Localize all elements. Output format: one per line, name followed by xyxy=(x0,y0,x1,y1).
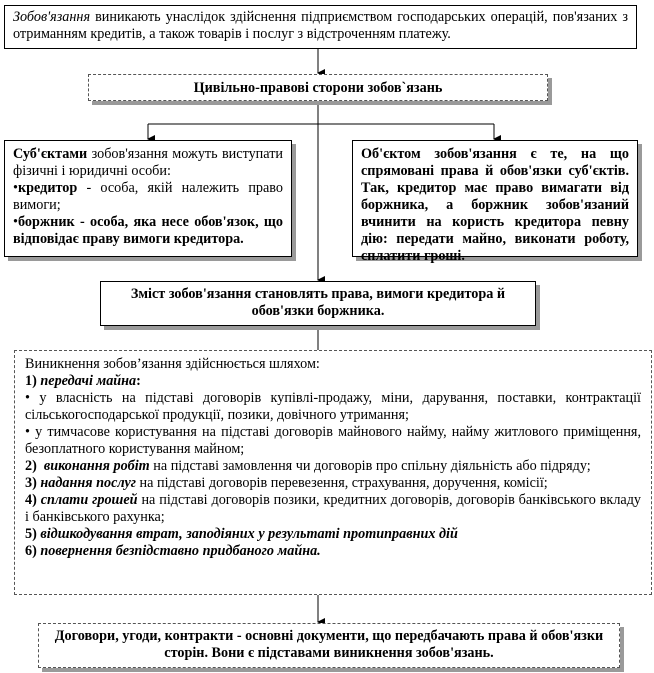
arising-item-1 xyxy=(25,373,641,390)
item-4-term: сплати грошей xyxy=(40,492,138,508)
creditor-text: - особа, якій належить право вимоги; xyxy=(13,180,283,213)
subjects-term: Суб'єктами xyxy=(13,146,88,162)
item-3-term: надання послуг xyxy=(40,475,136,491)
definition-text: виникають унаслідок здійснення підприємством господарських операцій, пов'язаних з отриманням кредитів, а також товарів і послуг з відстроченням платежу. xyxy=(13,9,628,42)
civil-legal-sides-box xyxy=(88,74,548,101)
objects-text: Об'єктом зобов'язання є те, на що спрямовані права й обов'язки суб'єктів. Так, кредитор має право вимагати від боржника, а боржник зобов'язаний вчинити на користь кредитора певну дію: передати майно, виконати роботу, сплатити гроші. xyxy=(361,146,629,264)
item-2-term: виконання робіт xyxy=(43,458,150,474)
objects-box xyxy=(352,140,638,264)
item-2-text: на підставі замовлення чи договорів про спільну діяльність або підряду; xyxy=(149,458,591,474)
debtor-item: •боржник - особа, яка несе обов'язок, що відповідає праву вимоги кредитора. xyxy=(13,214,283,247)
content-box xyxy=(100,281,536,326)
arising-item-4 xyxy=(25,492,641,526)
creditor-term: кредитор xyxy=(17,180,78,196)
subjects-text: зобов'язання можуть виступати фізичні і юридичні особи: xyxy=(13,146,283,179)
item-6-term: повернення безпідставно придбаного майна. xyxy=(40,543,321,559)
item-3-text: на підставі договорів перевезення, страхування, доручення, комісії; xyxy=(136,475,548,491)
arising-box xyxy=(14,350,652,595)
documents-text: Договори, угоди, контракти - основні документи, що передбачають права й обов'язки сторін. Вони є підставами виникнення зобов'язань. xyxy=(54,628,604,661)
documents-box xyxy=(38,623,620,668)
item-4-number: 4) xyxy=(25,492,37,508)
item-5-number: 5) xyxy=(25,526,37,542)
item-5-term: відшкодування втрат, заподіяних у результаті протиправних дій xyxy=(40,526,458,542)
definition-term: Зобов'язання xyxy=(13,9,91,25)
content-text: Зміст зобов'язання становлять права, вимоги кредитора й обов'язки боржника. xyxy=(130,286,506,319)
definition-box xyxy=(4,5,637,49)
civil-legal-sides-title: Цивільно-правові сторони зобов`язань xyxy=(193,80,443,96)
item-6-number: 6) xyxy=(25,543,37,559)
arising-item-2 xyxy=(25,458,641,475)
item-1-number: 1) xyxy=(25,373,37,389)
item-1-colon: : xyxy=(136,373,141,389)
item-4-text: на підставі договорів позики, кредитних договорів, договорів банківського вкладу і банківського рахунка; xyxy=(25,492,642,525)
subjects-box xyxy=(4,140,292,257)
arising-item-1-bullet-1: • у власність на підставі договорів купівлі-продажу, міни, дарування, поставки, контрактації сільськогосподарської продукції, позики, довічного утримання; xyxy=(25,390,641,423)
arising-intro: Виникнення зобов’язання здійснюється шляхом: xyxy=(25,356,320,372)
arising-item-3 xyxy=(25,475,641,492)
debtor-term: боржник xyxy=(17,214,75,230)
creditor-item: •кредитор - особа, якій належить право вимоги; xyxy=(13,180,283,213)
arising-item-1-bullet-2: • у тимчасове користування на підставі договорів майнового найму, найму житлового приміщення, безоплатного користування майном; xyxy=(25,424,641,457)
arising-item-5 xyxy=(25,526,641,543)
item-3-number: 3) xyxy=(25,475,37,491)
subjects-intro xyxy=(13,146,283,180)
item-1-term: передачі майна xyxy=(40,373,137,389)
item-2-number: 2) xyxy=(25,458,37,474)
arising-item-6 xyxy=(25,543,641,560)
debtor-text: - особа, яка несе обов'язок, що відповідає праву вимоги кредитора. xyxy=(13,214,283,247)
